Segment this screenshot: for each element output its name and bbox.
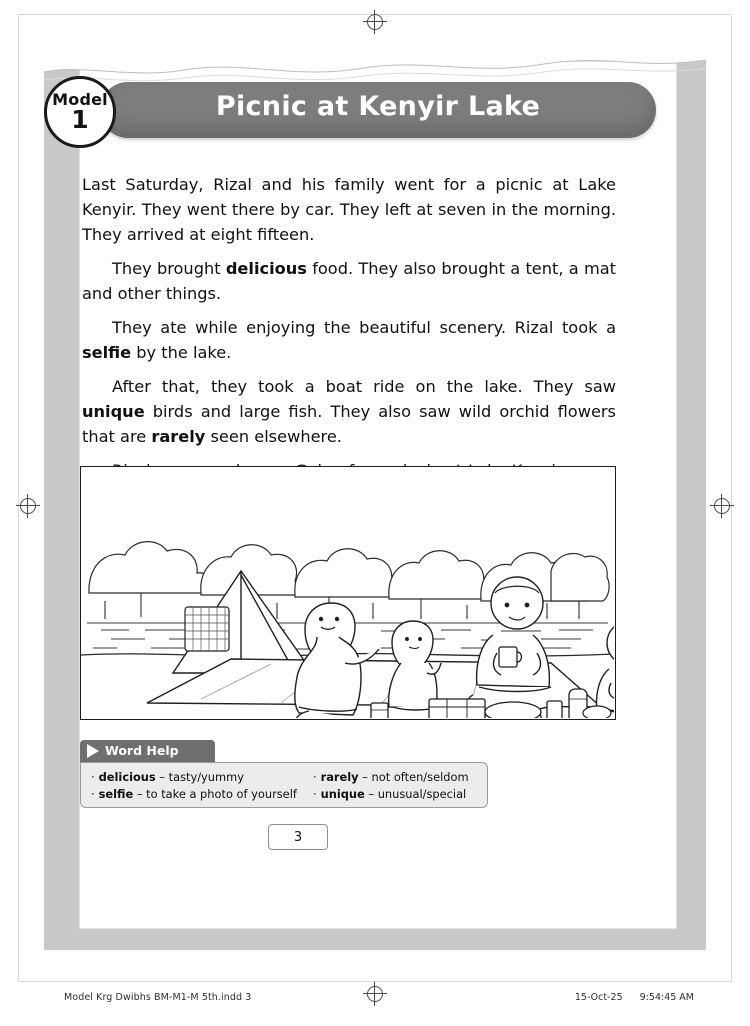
word-help-dash: – xyxy=(358,770,372,784)
word-help-definition: to take a photo of yourself xyxy=(146,787,297,801)
passage-paragraph xyxy=(82,315,616,365)
word-help-body xyxy=(80,762,488,808)
word-help-entry xyxy=(91,786,306,803)
word-help-box xyxy=(80,740,490,810)
picnic-illustration xyxy=(80,466,616,720)
word-help-entry xyxy=(313,769,488,786)
passage-paragraph xyxy=(82,256,616,306)
registration-mark-bottom xyxy=(363,982,387,1006)
passage-text: by the lake. xyxy=(131,343,232,362)
passage-text: They brought xyxy=(112,259,226,278)
footer-file-slug: Model Krg Dwibhs BM-M1-M 5th.indd 3 xyxy=(64,992,252,1003)
title-banner xyxy=(100,82,656,138)
passage-text: Last Saturday, Rizal and his family went for a picnic at Lake Kenyir. They went there by car. They left at seven in the morning. They arrived at eight fifteen. xyxy=(82,175,616,244)
bullet-icon: · xyxy=(91,770,95,784)
registration-mark-right xyxy=(710,494,734,518)
play-arrow-icon xyxy=(87,744,99,758)
passage-keyword: delicious xyxy=(225,259,307,278)
word-help-tab xyxy=(80,740,215,762)
word-help-term: unique xyxy=(320,787,365,801)
word-help-definition: tasty/yummy xyxy=(168,770,244,784)
footer-time: 9:54:45 AM xyxy=(639,992,694,1003)
bullet-icon: · xyxy=(313,787,317,801)
passage-text: seen elsewhere. xyxy=(205,427,342,446)
word-help-title: Word Help xyxy=(105,743,179,758)
word-help-definition: unusual/special xyxy=(377,787,467,801)
passage-keyword: unique xyxy=(82,402,145,421)
page-header xyxy=(44,76,658,146)
word-help-column-right xyxy=(313,769,488,803)
word-help-term: selfie xyxy=(98,787,134,801)
footer-date: 15-Oct-25 xyxy=(574,992,623,1003)
model-badge xyxy=(44,76,116,148)
word-help-entry xyxy=(313,786,488,803)
passage-text: food. They also brought a tent, a mat and other things. xyxy=(82,259,616,303)
word-help-dash: – xyxy=(364,787,378,801)
page-title: Picnic at Kenyir Lake xyxy=(215,91,541,122)
registration-mark-top xyxy=(363,10,387,34)
footer-timestamp xyxy=(575,992,694,1003)
word-help-entry xyxy=(91,769,306,786)
word-help-column-left xyxy=(91,769,306,803)
word-help-term: rarely xyxy=(320,770,359,784)
passage-paragraph xyxy=(82,172,616,247)
word-help-dash: – xyxy=(155,770,169,784)
model-badge-number: 1 xyxy=(71,105,89,134)
bullet-icon: · xyxy=(313,770,317,784)
word-help-term: delicious xyxy=(98,770,156,784)
word-help-definition: not often/seldom xyxy=(371,770,469,784)
bullet-icon: · xyxy=(91,787,95,801)
passage-text: birds and large fish. They also saw wild orchid flowers that are xyxy=(82,402,616,446)
passage-paragraph xyxy=(82,374,616,449)
model-badge-label: Model xyxy=(52,90,108,109)
passage-text: After that, they took a boat ride on the lake. They saw xyxy=(112,377,616,396)
word-help-dash: – xyxy=(133,787,147,801)
registration-mark-left xyxy=(16,494,40,518)
passage-keyword: selfie xyxy=(82,343,132,362)
page-number: 3 xyxy=(268,824,328,850)
passage-text: They ate while enjoying the beautiful scenery. Rizal took a xyxy=(112,318,616,337)
passage-keyword: rarely xyxy=(151,427,206,446)
